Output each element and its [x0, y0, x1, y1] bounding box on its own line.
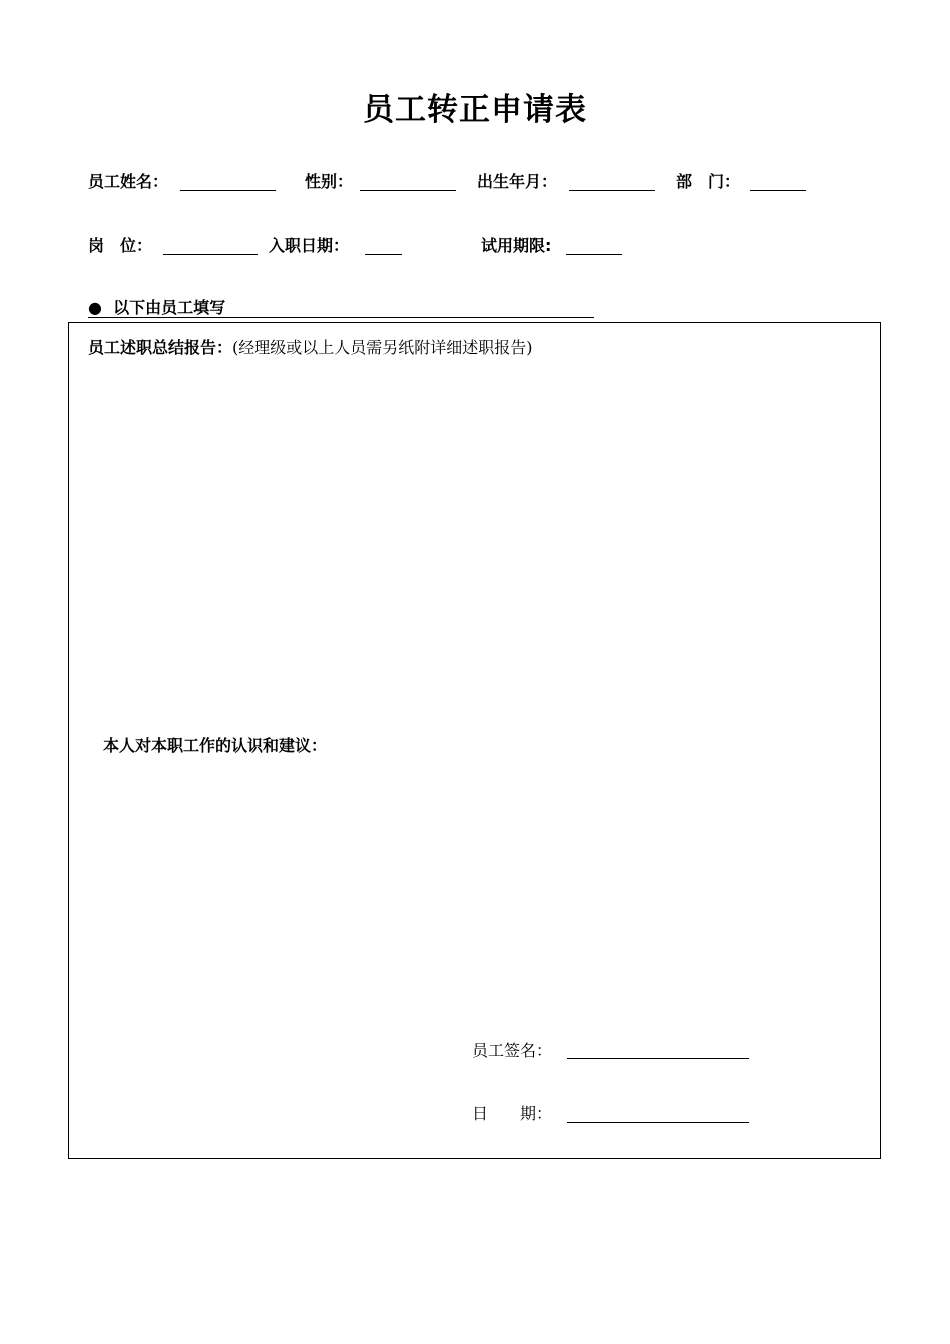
- hire-date-label: 入职日期：: [269, 236, 350, 255]
- gender-label: 性别：: [305, 172, 354, 191]
- page-title: 员工转正申请表: [363, 92, 587, 128]
- employee-name-label: 员工姓名：: [88, 172, 169, 191]
- report-label: 员工述职总结报告：: [88, 338, 233, 357]
- sign-date-field[interactable]: [567, 1122, 749, 1123]
- position-field[interactable]: [163, 238, 258, 255]
- department-label: 部 门：: [676, 172, 741, 191]
- report-text-area[interactable]: [88, 366, 858, 722]
- signature-label: 员工签名：: [472, 1041, 553, 1060]
- bullet-icon: ●: [88, 298, 102, 317]
- employee-name-field[interactable]: [180, 174, 276, 191]
- sign-date-label: 日 期：: [472, 1104, 553, 1123]
- birth-date-label: 出生年月：: [477, 172, 558, 191]
- opinion-text-area[interactable]: [88, 764, 858, 1024]
- department-field[interactable]: [750, 174, 806, 191]
- report-note: (经理级或以上人员需另纸附详细述职报告): [232, 338, 533, 357]
- opinion-label: 本人对本职工作的认识和建议：: [103, 736, 328, 755]
- birth-date-field[interactable]: [569, 174, 655, 191]
- signature-field[interactable]: [567, 1058, 749, 1059]
- gender-field[interactable]: [360, 174, 456, 191]
- position-label: 岗 位：: [88, 236, 153, 255]
- section-heading-text: 以下由员工填写: [113, 298, 226, 317]
- hire-date-field[interactable]: [365, 238, 402, 255]
- probation-label: 试用期限:: [481, 236, 552, 255]
- section-underline: [88, 317, 594, 318]
- report-heading: [88, 338, 533, 358]
- probation-field[interactable]: [566, 238, 622, 255]
- section-heading: [88, 298, 225, 318]
